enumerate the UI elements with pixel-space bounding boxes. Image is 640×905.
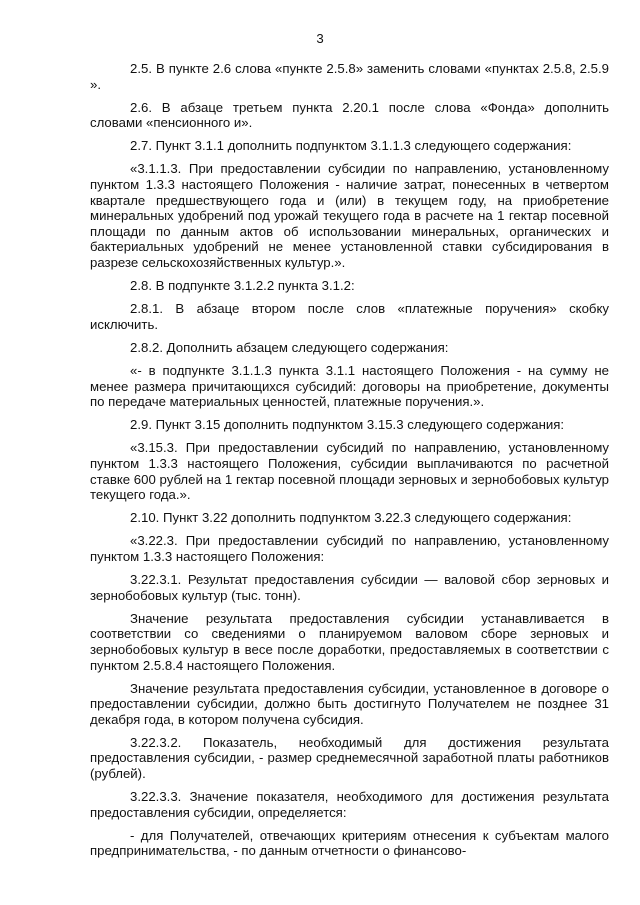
paragraph-added-clause: «- в подпункте 3.1.1.3 пункта 3.1.1 настоящего Положения - на сумму не менее размера причитающихся субсидий: договоры на приобретение, документы по передаче материальных ценностей, платежные поручения.». bbox=[90, 363, 609, 410]
paragraph-3-22-3-2: 3.22.3.2. Показатель, необходимый для достижения результата предоставления субсидии, - размер среднемесячной заработной платы работников (рублей). bbox=[90, 734, 609, 782]
paragraph-3-1-1-3: «3.1.1.3. При предоставлении субсидии по направлению, установленному пунктом 1.3.3 настоящего Положения - наличие затрат, понесенных в четвертом квартале предшествующего года и (или) в текущем году, на приобретение минеральных удобрений под урожай текущего года в расчете на 1 гектар посевной площади по данным актов об использовании минеральных, органических и бактериальных удобрений не менее установленной ставки субсидирования в разрезе сельскохозяйственных культур.». bbox=[90, 161, 609, 271]
paragraph-result-value: Значение результата предоставления субсидии устанавливается в соответствии со сведениями о планируемом валовом сборе зерновых и зернобобовых культур в весе после доработки, предоставляемых в соответствии с пунктом 2.5.8.4 настоящего Положения. bbox=[90, 610, 609, 673]
paragraph-result-deadline: Значение результата предоставления субсидии, установленное в договоре о предоставлении субсидии, должно быть достигнуто Получателем не позднее 31 декабря года, в котором получена субсидия. bbox=[90, 680, 609, 727]
paragraph-3-22-3: «3.22.3. При предоставлении субсидий по направлению, установленному пунктом 1.3.3 настоящего Положения: bbox=[90, 533, 609, 564]
paragraph-2-6: 2.6. В абзаце третьем пункта 2.20.1 после слова «Фонда» дополнить словами «пенсионного и». bbox=[90, 99, 609, 131]
paragraph-3-22-3-1: 3.22.3.1. Результат предоставления субсидии — валовой сбор зерновых и зернобобовых культур (тыс. тонн). bbox=[90, 572, 609, 603]
paragraph-2-8-1: 2.8.1. В абзаце втором после слов «платежные поручения» скобку исключить. bbox=[90, 301, 609, 332]
paragraph-small-business: - для Получателей, отвечающих критериям отнесения к субъектам малого предпринимательства, - по данным отчетности о финансово- bbox=[90, 827, 609, 859]
paragraph-2-8-2: 2.8.2. Дополнить абзацем следующего содержания: bbox=[130, 339, 449, 355]
paragraph-2-9: 2.9. Пункт 3.15 дополнить подпунктом 3.15.3 следующего содержания: bbox=[130, 417, 565, 433]
paragraph-3-15-3: «3.15.3. При предоставлении субсидий по направлению, установленному пунктом 1.3.3 настоящего Положения, субсидии выплачиваются по расчетной ставке 600 рублей на 1 гектар посевной площади зерновых и зернобобовых культур текущего года.». bbox=[90, 440, 609, 503]
page-number: 3 bbox=[316, 31, 324, 46]
paragraph-2-8: 2.8. В подпункте 3.1.2.2 пункта 3.1.2: bbox=[130, 278, 355, 294]
paragraph-2-10: 2.10. Пункт 3.22 дополнить подпунктом 3.22.3 следующего содержания: bbox=[130, 510, 572, 526]
paragraph-2-7: 2.7. Пункт 3.1.1 дополнить подпунктом 3.1.1.3 следующего содержания: bbox=[130, 138, 572, 154]
document-body bbox=[90, 61, 609, 867]
paragraph-3-22-3-3: 3.22.3.3. Значение показателя, необходимого для достижения результата предоставления субсидии, определяется: bbox=[90, 789, 609, 820]
paragraph-2-5: 2.5. В пункте 2.6 слова «пункте 2.5.8» заменить словами «пунктах 2.5.8, 2.5.9 ». bbox=[90, 61, 609, 92]
